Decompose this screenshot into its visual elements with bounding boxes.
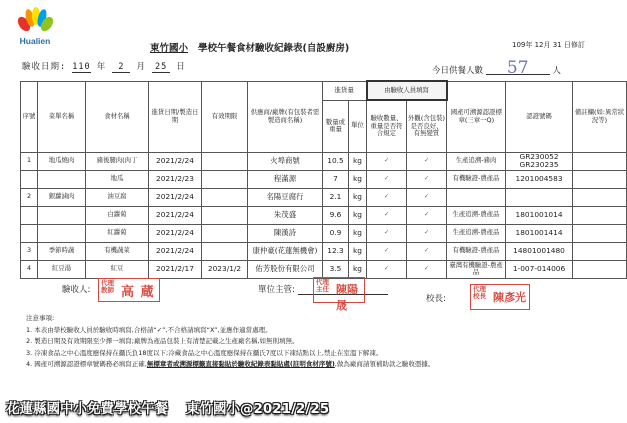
form-title: 學校午餐食材驗收紀錄表(自設廚房) <box>198 43 350 54</box>
cell-supplier: 火埠商號 <box>248 152 323 170</box>
cell-seq: 4 <box>21 260 38 278</box>
header-seq: 序號 <box>21 81 38 152</box>
cell-cert: 有機驗證-農產品 <box>447 170 506 188</box>
cell-expiry <box>202 188 248 206</box>
table-row <box>21 242 627 260</box>
cell-check-qty: ✓ <box>367 188 407 206</box>
cell-seq <box>21 170 38 188</box>
cell-dish <box>38 224 86 242</box>
cell-date: 2021/2/24 <box>149 188 202 206</box>
cell-qty: 0.9 <box>323 224 349 242</box>
logo-text: Hualien <box>19 36 51 46</box>
cell-food: 紅蘿蔔 <box>86 224 149 242</box>
inspection-year: 110 <box>72 62 91 72</box>
cell-expiry <box>202 206 248 224</box>
cell-cert-no: 14801001480 <box>506 242 573 260</box>
header-expiry: 有效期限 <box>202 81 248 152</box>
cell-cert: 有機驗證-農產品 <box>447 242 506 260</box>
table-row <box>21 188 627 206</box>
flower-logo-icon <box>18 8 52 34</box>
cell-seq: 1 <box>21 152 38 170</box>
cell-cert-no: 1801001014 <box>506 206 573 224</box>
cell-qty: 12.3 <box>323 242 349 260</box>
cell-cert: 生產追溯-農產品 <box>447 224 506 242</box>
footer-caption <box>6 397 347 417</box>
cell-expiry <box>202 152 248 170</box>
cell-remark <box>573 152 627 170</box>
header-cert: 國產可溯源認證標章(三章一Q) <box>447 81 506 152</box>
unit-head-stamp: 代理 主任 陳陽晟 <box>313 277 365 303</box>
cell-check-appearance: ✓ <box>407 170 447 188</box>
cell-food: 油豆腐 <box>86 188 149 206</box>
cell-seq <box>21 224 38 242</box>
cell-date: 2021/2/23 <box>149 170 202 188</box>
cell-date: 2021/2/24 <box>149 152 202 170</box>
header-check-appearance: 外觀(含包裝)是否良好、有無變質 <box>407 100 447 152</box>
table-row <box>21 224 627 242</box>
cell-cert-no <box>506 188 573 206</box>
inspector-stamp: 代理 教師 高 蔵 <box>98 278 160 302</box>
cell-check-qty: ✓ <box>367 242 407 260</box>
cell-check-qty: ✓ <box>367 224 407 242</box>
cell-cert-no: 1-007-014006 <box>506 260 573 278</box>
cell-supplier: 名陽豆腐行 <box>248 188 323 206</box>
page-title <box>150 40 349 54</box>
inspection-day: 25 <box>152 62 170 73</box>
cell-food: 地瓜 <box>86 170 149 188</box>
cell-expiry <box>202 242 248 260</box>
cell-unit: kg <box>349 188 367 206</box>
cell-qty: 9.6 <box>323 206 349 224</box>
cell-remark <box>573 242 627 260</box>
header-qty: 數量或重量 <box>323 100 349 152</box>
notes-title: 注意事項: <box>26 314 55 322</box>
cell-check-appearance: ✓ <box>407 188 447 206</box>
cell-remark <box>573 188 627 206</box>
header-food: 食材名稱 <box>86 81 149 152</box>
cell-date: 2021/2/24 <box>149 206 202 224</box>
inspection-date-line: 驗收日期: 110 年 2 月 25 日 <box>22 62 186 72</box>
cell-unit: kg <box>349 170 367 188</box>
cell-unit: kg <box>349 152 367 170</box>
cell-unit: kg <box>349 242 367 260</box>
inspection-month: 2 <box>112 62 130 73</box>
note-item: 1. 本表由學校驗收人員於驗收時填寫,合格請“✓”,不合格請填寫“X”,並應作適當處理。 <box>26 325 272 334</box>
cell-check-appearance: ✓ <box>407 242 447 260</box>
cell-food: 紅豆 <box>86 260 149 278</box>
footer-right: 東竹國小@2021/2/25 <box>186 401 330 417</box>
cell-check-appearance: ✓ <box>407 260 447 278</box>
cell-check-qty: ✓ <box>367 260 407 278</box>
notes-section <box>26 313 586 371</box>
cell-check-appearance: ✓ <box>407 206 447 224</box>
cell-check-qty: ✓ <box>367 152 407 170</box>
cell-supplier: 康仲豪(花蓮無機會) <box>248 242 323 260</box>
cell-expiry <box>202 224 248 242</box>
cell-check-qty: ✓ <box>367 206 407 224</box>
hualien-logo <box>10 8 60 50</box>
header-purchase: 進貨量 <box>323 81 367 100</box>
cell-food: 豬後腿肉(肉丁 <box>86 152 149 170</box>
cell-dish: 紅豆湯 <box>38 260 86 278</box>
diners-count: 今日供餐人數 57 人 <box>432 58 561 78</box>
header-check-qty: 驗收數量、重量是否符合規定 <box>367 100 407 152</box>
header-cert-no: 認證號碼 <box>506 81 573 152</box>
cell-remark <box>573 206 627 224</box>
header-remark: 備註欄(如:異常狀況等) <box>573 81 627 152</box>
cell-dish: 地瓜燒肉 <box>38 152 86 170</box>
inspection-table <box>20 80 627 279</box>
principal-signature: 校長: <box>426 294 446 304</box>
cell-qty: 7 <box>323 170 349 188</box>
cell-check-appearance: ✓ <box>407 152 447 170</box>
cell-food: 有機蔬菜 <box>86 242 149 260</box>
cell-seq: 2 <box>21 188 38 206</box>
header-supplier: 供應商/廠牌(有包裝者需製造商名稱) <box>248 81 323 152</box>
cell-cert-no: 1801001414 <box>506 224 573 242</box>
cell-unit: kg <box>349 224 367 242</box>
cell-expiry: 2023/1/2 <box>202 260 248 278</box>
cell-food: 白蘿蔔 <box>86 206 149 224</box>
cell-remark <box>573 260 627 278</box>
cell-qty: 10.5 <box>323 152 349 170</box>
cell-dish <box>38 170 86 188</box>
cell-seq: 3 <box>21 242 38 260</box>
header-date: 進貨日期/製造日期 <box>149 81 202 152</box>
cell-dish <box>38 206 86 224</box>
cell-supplier: 佑芳股份有限公司 <box>248 260 323 278</box>
header-dish: 菜單名稱 <box>38 81 86 152</box>
cell-expiry <box>202 170 248 188</box>
header-unit: 單位 <box>349 100 367 152</box>
note-item: 4. 國產可溯源認證標章號碼務必填寫正確,無標章者或溯源標籤直接黏貼於驗收紀錄表黏貼處(註明食材序號),做為廠商請領補助款之驗收憑據。 <box>26 360 435 368</box>
note-item: 3. 冷凍食品之中心溫度應保持在攝氏負18度以下;冷藏食品之中心溫度應保持在攝氏7度以下凍結點以上,禁止在室溫下解凍。 <box>26 348 383 357</box>
cell-check-appearance: ✓ <box>407 224 447 242</box>
cell-date: 2021/2/24 <box>149 242 202 260</box>
cell-unit: kg <box>349 260 367 278</box>
cell-cert-no: GR230052 GR230235 <box>506 152 573 170</box>
note-item: 2. 製造日期及有效期限至少擇一填寫;廠牌為產品包裝上有清楚記載之生產廠名稱,如無則填無。 <box>26 337 299 345</box>
cell-supplier: 朱茂盛 <box>248 206 323 224</box>
table-row <box>21 152 627 170</box>
cell-date: 2021/2/17 <box>149 260 202 278</box>
table-row <box>21 170 627 188</box>
cell-dish: 季節時蔬 <box>38 242 86 260</box>
cell-cert: 臺灣有機驗證-農產品 <box>447 260 506 278</box>
cell-qty: 3.5 <box>323 260 349 278</box>
cell-cert <box>447 188 506 206</box>
cell-dish: 銀蘿滷肉 <box>38 188 86 206</box>
cell-cert-no: 1201004583 <box>506 170 573 188</box>
cell-seq <box>21 206 38 224</box>
cell-remark <box>573 224 627 242</box>
cell-unit: kg <box>349 206 367 224</box>
table-row <box>21 206 627 224</box>
table-row <box>21 260 627 278</box>
cell-qty: 2.1 <box>323 188 349 206</box>
footer-left: 花蓮縣國中小免費學校午餐 <box>6 401 168 417</box>
cell-supplier: 程滿源 <box>248 170 323 188</box>
cell-supplier: 陳漢詩 <box>248 224 323 242</box>
cell-cert: 生產追溯-農產品 <box>447 206 506 224</box>
header-inspector: 由驗收人員填寫 <box>367 81 447 100</box>
revision-date: 109年 12月 31 日修訂 <box>512 41 585 49</box>
diners-value: 57 <box>486 62 550 75</box>
school-name: 東竹國小 <box>150 43 189 54</box>
principal-stamp: 代理 校長 陳彥光 <box>470 284 530 310</box>
cell-cert: 生產追溯-豬肉 <box>447 152 506 170</box>
cell-check-qty: ✓ <box>367 170 407 188</box>
cell-remark <box>573 170 627 188</box>
cell-date: 2021/2/24 <box>149 224 202 242</box>
unit-head-signature: 單位主管: <box>258 283 388 295</box>
inspector-signature: 驗收人: <box>62 285 91 295</box>
